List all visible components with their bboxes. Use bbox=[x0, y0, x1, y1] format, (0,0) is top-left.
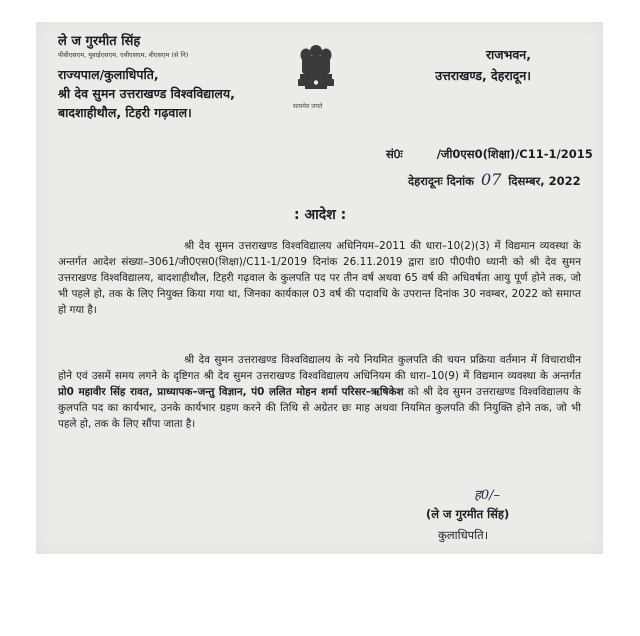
destination-line1: राजभवन, bbox=[485, 47, 531, 62]
paragraph-2 bbox=[58, 352, 581, 432]
paragraph-1-text: श्री देव सुमन उत्तराखण्ड विश्वविद्यालय अधिनियम–2011 की धारा–10(2)(3) में विद्यमान व्यवस्था के अन्तर्गत आदेश संख्या–3061/जी0एस0(शिक्षा)/C11-1/2019 दिनांक 26.11.2019 द्वारा डा0 पी0पी0 ध्यानी को श्री देव सुमन उत्तराखण्ड विश्वविद्यालय, बादशाहीथौल, टिहरी गढ़वाल के कुलपति पद पर तीन वर्ष अथवा 65 वर्ष की अधिवर्षता आयु पूर्ण होने तक, जो भी पहले हो, तक के लिए नियुक्त किया गया था, जिनका कार्यकाल 03 वर्ष की पदावधि के उपरान्त दिनांक 30 नवम्बर, 2022 को समाप्त हो गया है। bbox=[58, 240, 581, 317]
emblem-motto: सत्यमेव जयते bbox=[293, 103, 323, 110]
date-day-handwritten: 07 bbox=[481, 170, 502, 189]
order-title: : आदेश : bbox=[294, 207, 347, 223]
reference-label: सं0ः bbox=[386, 147, 403, 161]
date-prefix: देहरादूनः दिनांक bbox=[408, 174, 474, 188]
signature-mark: ह0/– bbox=[474, 488, 501, 503]
reference-code: /जी0एस0(शिक्षा)/C11-1/2015 bbox=[436, 147, 593, 161]
signatory-name: (ले ज गुरमीत सिंह) bbox=[426, 507, 510, 521]
date-month-year: दिसम्बर, 2022 bbox=[508, 174, 581, 188]
order-document bbox=[36, 22, 603, 554]
sender-decorations: पीवीएसएम, यूवाईएसएम, एवीएसएम, वीएसएम (से नि) bbox=[58, 51, 189, 59]
national-emblem-icon bbox=[294, 42, 338, 100]
signatory-title: कुलाधिपति। bbox=[438, 528, 489, 542]
sender-address: बादशाहीथौल, टिहरी गढ़वाल। bbox=[58, 105, 192, 120]
order-date bbox=[408, 170, 581, 189]
destination-line2: उत्तराखण्ड, देहरादून। bbox=[435, 68, 531, 83]
paragraph-1 bbox=[58, 238, 581, 318]
reference-number bbox=[386, 147, 593, 162]
sender-name: ले ज गुरमीत सिंह bbox=[58, 34, 141, 49]
paragraph-2-text-b: को श्री देव सुमन उत्तराखण्ड विश्वविद्यालय के कुलपति पद का कार्यभार, उनके कार्यभार ग्रहण करने की तिथि से अग्रेतर छः माह अथवा नियमित कुलपति की नियुक्ति होने तक, जो भी पहले हो, तक के लिए सौंपा जाता है। bbox=[58, 386, 581, 431]
sender-designation: राज्यपाल/कुलाधिपति, bbox=[58, 67, 159, 82]
sender-university: श्री देव सुमन उत्तराखण्ड विश्वविद्यालय, bbox=[58, 86, 235, 101]
paragraph-2-appointee: प्रो0 महावीर सिंह रावत, प्राध्यापक–जन्तु विज्ञान, पं0 ललित मोहन शर्मा परिसर–ऋषिकेश bbox=[58, 386, 404, 399]
paragraph-2-text-a: श्री देव सुमन उत्तराखण्ड विश्वविद्यालय के नये नियमित कुलपति की चयन प्रक्रिया वर्तमान में विचाराधीन होने एवं उसमें समय लगने के दृष्टिगत श्री देव सुमन उत्तराखण्ड विश्वविद्यालय अधिनियम की धारा–10(9) में विद्यमान व्यवस्था के अन्तर्गत bbox=[58, 354, 581, 383]
